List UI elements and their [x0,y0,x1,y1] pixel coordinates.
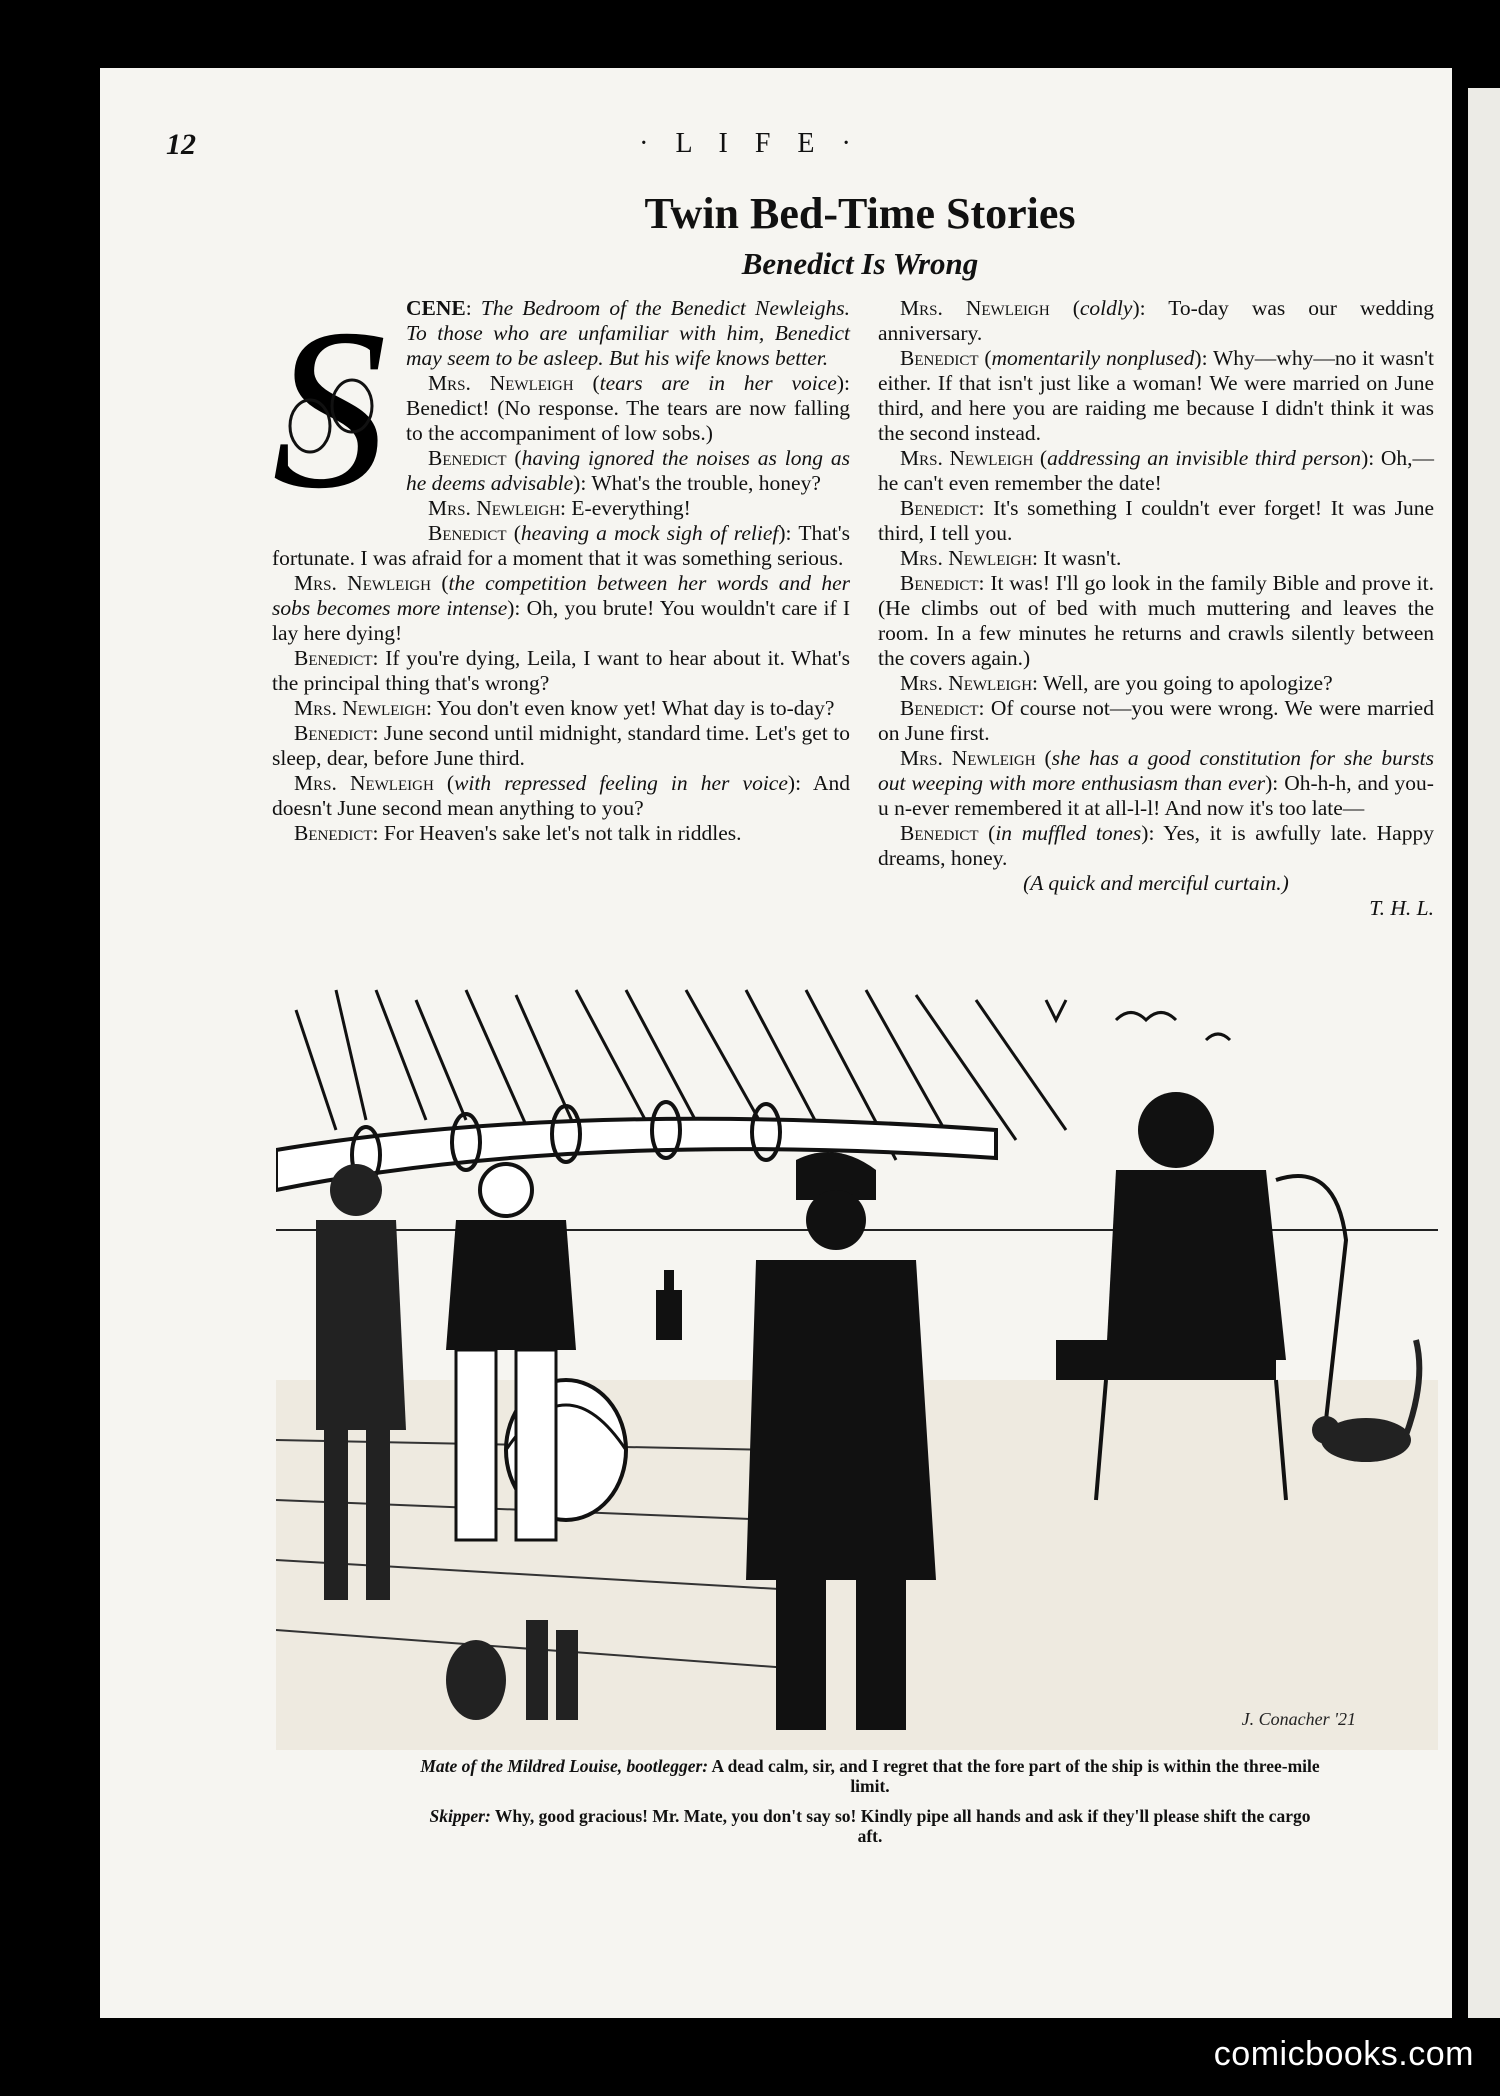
stage-direction: with repressed feeling in her voice [454,771,788,795]
dialogue-paragraph: Mrs. Newleigh: Well, are you going to apologize? [900,671,1333,695]
stage-direction: addressing an invisible third person [1047,446,1362,470]
speaker-name: Mrs. Newleigh [900,296,1050,320]
speech-text: Oh-h-h, and you-u n-ever remembered it at all-l-l! And now it's too late— [878,771,1434,820]
speech-text: What's the trouble, honey? [591,471,821,495]
dialogue-paragraph: Benedict (heaving a mock sigh of relief): That's fortunate. I was afraid for a moment that it was something serious. [272,521,850,570]
dialogue-paragraph: Benedict: It was! I'll go look in the family Bible and prove it. (He climbs out of bed with much muttering and leaves the room. In a few minutes he returns and crawls silently between the covers again.) [878,571,1434,670]
running-head: · L I F E · [639,128,861,159]
stage-direction: heaving a mock sigh of relief [520,521,779,545]
speech-text: Oh,—he can't even remember the date! [878,446,1434,495]
speech-text: It's something I couldn't ever forget! It was June third, I tell you. [878,496,1434,545]
curtain-line: (A quick and merciful curtain.) [1023,871,1289,895]
dialogue-paragraph: Benedict: If you're dying, Leila, I want to hear about it. What's the principal thing that's wrong? [272,646,850,695]
speech-text: Well, are you going to apologize? [1043,671,1333,695]
facing-page-edge [1468,88,1500,2018]
dialogue-paragraph: Mrs. Newleigh (coldly): To-day was our wedding anniversary. [878,296,1434,345]
speech-text: Oh, you brute! You wouldn't care if I lay here dying! [272,596,851,645]
speech-text: That's fortunate. I was afraid for a moment that it was something serious. [272,521,850,570]
cartoon-illustration [276,980,1438,1750]
speech-text: Of course not—you were wrong. We were married on June first. [878,696,1434,745]
speaker-name: Mrs. Newleigh [900,546,1033,570]
artist-signature: J. Conacher '21 [1241,1709,1356,1729]
caption-skipper-text: Why, good gracious! Mr. Mate, you don't say so! Kindly pipe all hands and ask if they'll please shift the cargo aft. [494,1806,1311,1846]
dialogue-paragraph: Mrs. Newleigh (she has a good constitution for she bursts out weeping with more enthusiasm than ever): Oh-h-h, and you-u n-ever remembered it at all-l-l! And now it's too late— [878,746,1434,820]
caption-mate [420,1756,1320,1796]
speaker-name: Mrs. Newleigh [294,771,434,795]
text-column-right [878,296,1434,921]
speaker-name: Benedict [294,821,373,845]
speaker-name: Benedict [900,346,979,370]
site-watermark: comicbooks.com [1213,2035,1474,2073]
speaker-name: Mrs. Newleigh [294,571,431,595]
caption-mate-text: A dead calm, sir, and I regret that the fore part of the ship is within the three-mile limit. [711,1756,1320,1796]
stage-direction: tears are in her voice [599,371,837,395]
speaker-name: Benedict [900,571,979,595]
speaker-name: Mrs. Newleigh [900,671,1033,695]
speaker-name: Mrs. Newleigh [900,446,1034,470]
dialogue-paragraph: Mrs. Newleigh (the competition between her words and her sobs becomes more intense): Oh, you brute! You wouldn't care if I lay here dying! [272,571,851,645]
speech-text: It was! I'll go look in the family Bible and prove it. (He climbs out of bed with much muttering and leaves the room. In a few minutes he returns and crawls silently between the covers again.) [878,571,1434,670]
caption-skipper-speaker: Skipper: [429,1806,491,1826]
speech-text: For Heaven's sake let's not talk in riddles. [383,821,742,845]
speaker-name: Benedict [900,496,979,520]
speaker-name: Mrs. Newleigh [900,746,1036,770]
speech-text: June second until midnight, standard time. Let's get to sleep, dear, before June third. [272,721,850,770]
caption-mate-speaker: Mate of the Mildred Louise, bootlegger: [420,1756,709,1776]
speaker-name: Mrs. Newleigh [428,371,574,395]
page-number: 12 [166,128,196,161]
stage-direction: momentarily nonplused [991,346,1195,370]
speaker-name: Benedict [900,696,979,720]
speech-text: You don't even know yet! What day is to-day? [436,696,835,720]
speaker-name: Mrs. Newleigh [294,696,427,720]
speech-text: And doesn't June second mean anything to you? [272,771,850,820]
dialogue-paragraph: Benedict: It's something I couldn't ever forget! It was June third, I tell you. [878,496,1434,545]
dialogue-paragraph: Benedict: Of course not—you were wrong. We were married on June first. [878,696,1434,745]
speaker-name: Benedict [294,721,373,745]
dropcap-letter: S [272,296,387,536]
text-column-left [272,296,850,846]
dialogue-paragraph: Benedict (in muffled tones): Yes, it is awfully late. Happy dreams, honey. [878,821,1434,870]
scene-colon: : [465,296,472,320]
speaker-name: Benedict [900,821,979,845]
dialogue-paragraph: Benedict: For Heaven's sake let's not talk in riddles. [294,821,742,845]
speaker-name: Benedict [294,646,373,670]
dialogue-paragraph: Mrs. Newleigh (tears are in her voice): Benedict! (No response. The tears are now falling to the accompaniment of low sobs.) [406,371,850,445]
dialogue-paragraph: Mrs. Newleigh: You don't even know yet! What day is to-day? [294,696,835,720]
author-initials: T. H. L. [1369,896,1434,920]
speech-text: Benedict! (No response. The tears are now falling to the accompaniment of low sobs.) [406,396,850,445]
dialogue-paragraph: Mrs. Newleigh: It wasn't. [900,546,1122,570]
caption-skipper [420,1806,1320,1846]
speech-text: Why—why—no it wasn't either. If that isn't just like a woman! We were married on June third, and here you are raiding me because I didn't think it was the second instead. [878,346,1434,445]
dialogue-paragraph: Benedict (momentarily nonplused): Why—why—no it wasn't either. If that isn't just like a woman! We were married on June third, and here you are raiding me because I didn't think it was the second instead. [878,346,1434,445]
bottle [656,1290,682,1340]
speaker-name: Mrs. Newleigh [428,496,561,520]
dialogue-paragraph: Mrs. Newleigh (addressing an invisible third person): Oh,—he can't even remember the date! [878,446,1434,495]
stage-direction: coldly [1079,296,1133,320]
dialogue-paragraph: Benedict (having ignored the noises as long as he deems advisable): What's the trouble, honey? [406,446,850,495]
scene-description: The Bedroom of the Benedict Newleighs. To those who are unfamiliar with him, Benedict may seem to be asleep. But his wife knows better. [406,296,850,370]
article-subtitle: Benedict Is Wrong [741,246,979,281]
scene-label: CENE [406,296,466,320]
stage-direction: she has a good constitution for she bursts out weeping with more enthusiasm than ever [878,746,1434,795]
dialogue-paragraph: Mrs. Newleigh: E-everything! [428,496,691,520]
decorated-dropcap [270,296,396,546]
speaker-name: Benedict [428,521,507,545]
stage-direction: in muffled tones [995,821,1142,845]
speech-text: Yes, it is awfully late. Happy dreams, honey. [878,821,1434,870]
speaker-name: Benedict [428,446,507,470]
speech-text: It wasn't. [1043,546,1122,570]
stage-direction: the competition between her words and her sobs becomes more intense [272,571,850,620]
article-title: Twin Bed-Time Stories [644,189,1076,238]
dialogue-paragraph: Benedict: June second until midnight, standard time. Let's get to sleep, dear, before June third. [272,721,850,770]
dialogue-paragraph: Mrs. Newleigh (with repressed feeling in her voice): And doesn't June second mean anything to you? [272,771,850,820]
speech-text: E-everything! [571,496,691,520]
speech-text: If you're dying, Leila, I want to hear about it. What's the principal thing that's wrong? [272,646,850,695]
speech-text: To-day was our wedding anniversary. [878,296,1434,345]
stage-direction: having ignored the noises as long as he deems advisable [406,446,850,495]
